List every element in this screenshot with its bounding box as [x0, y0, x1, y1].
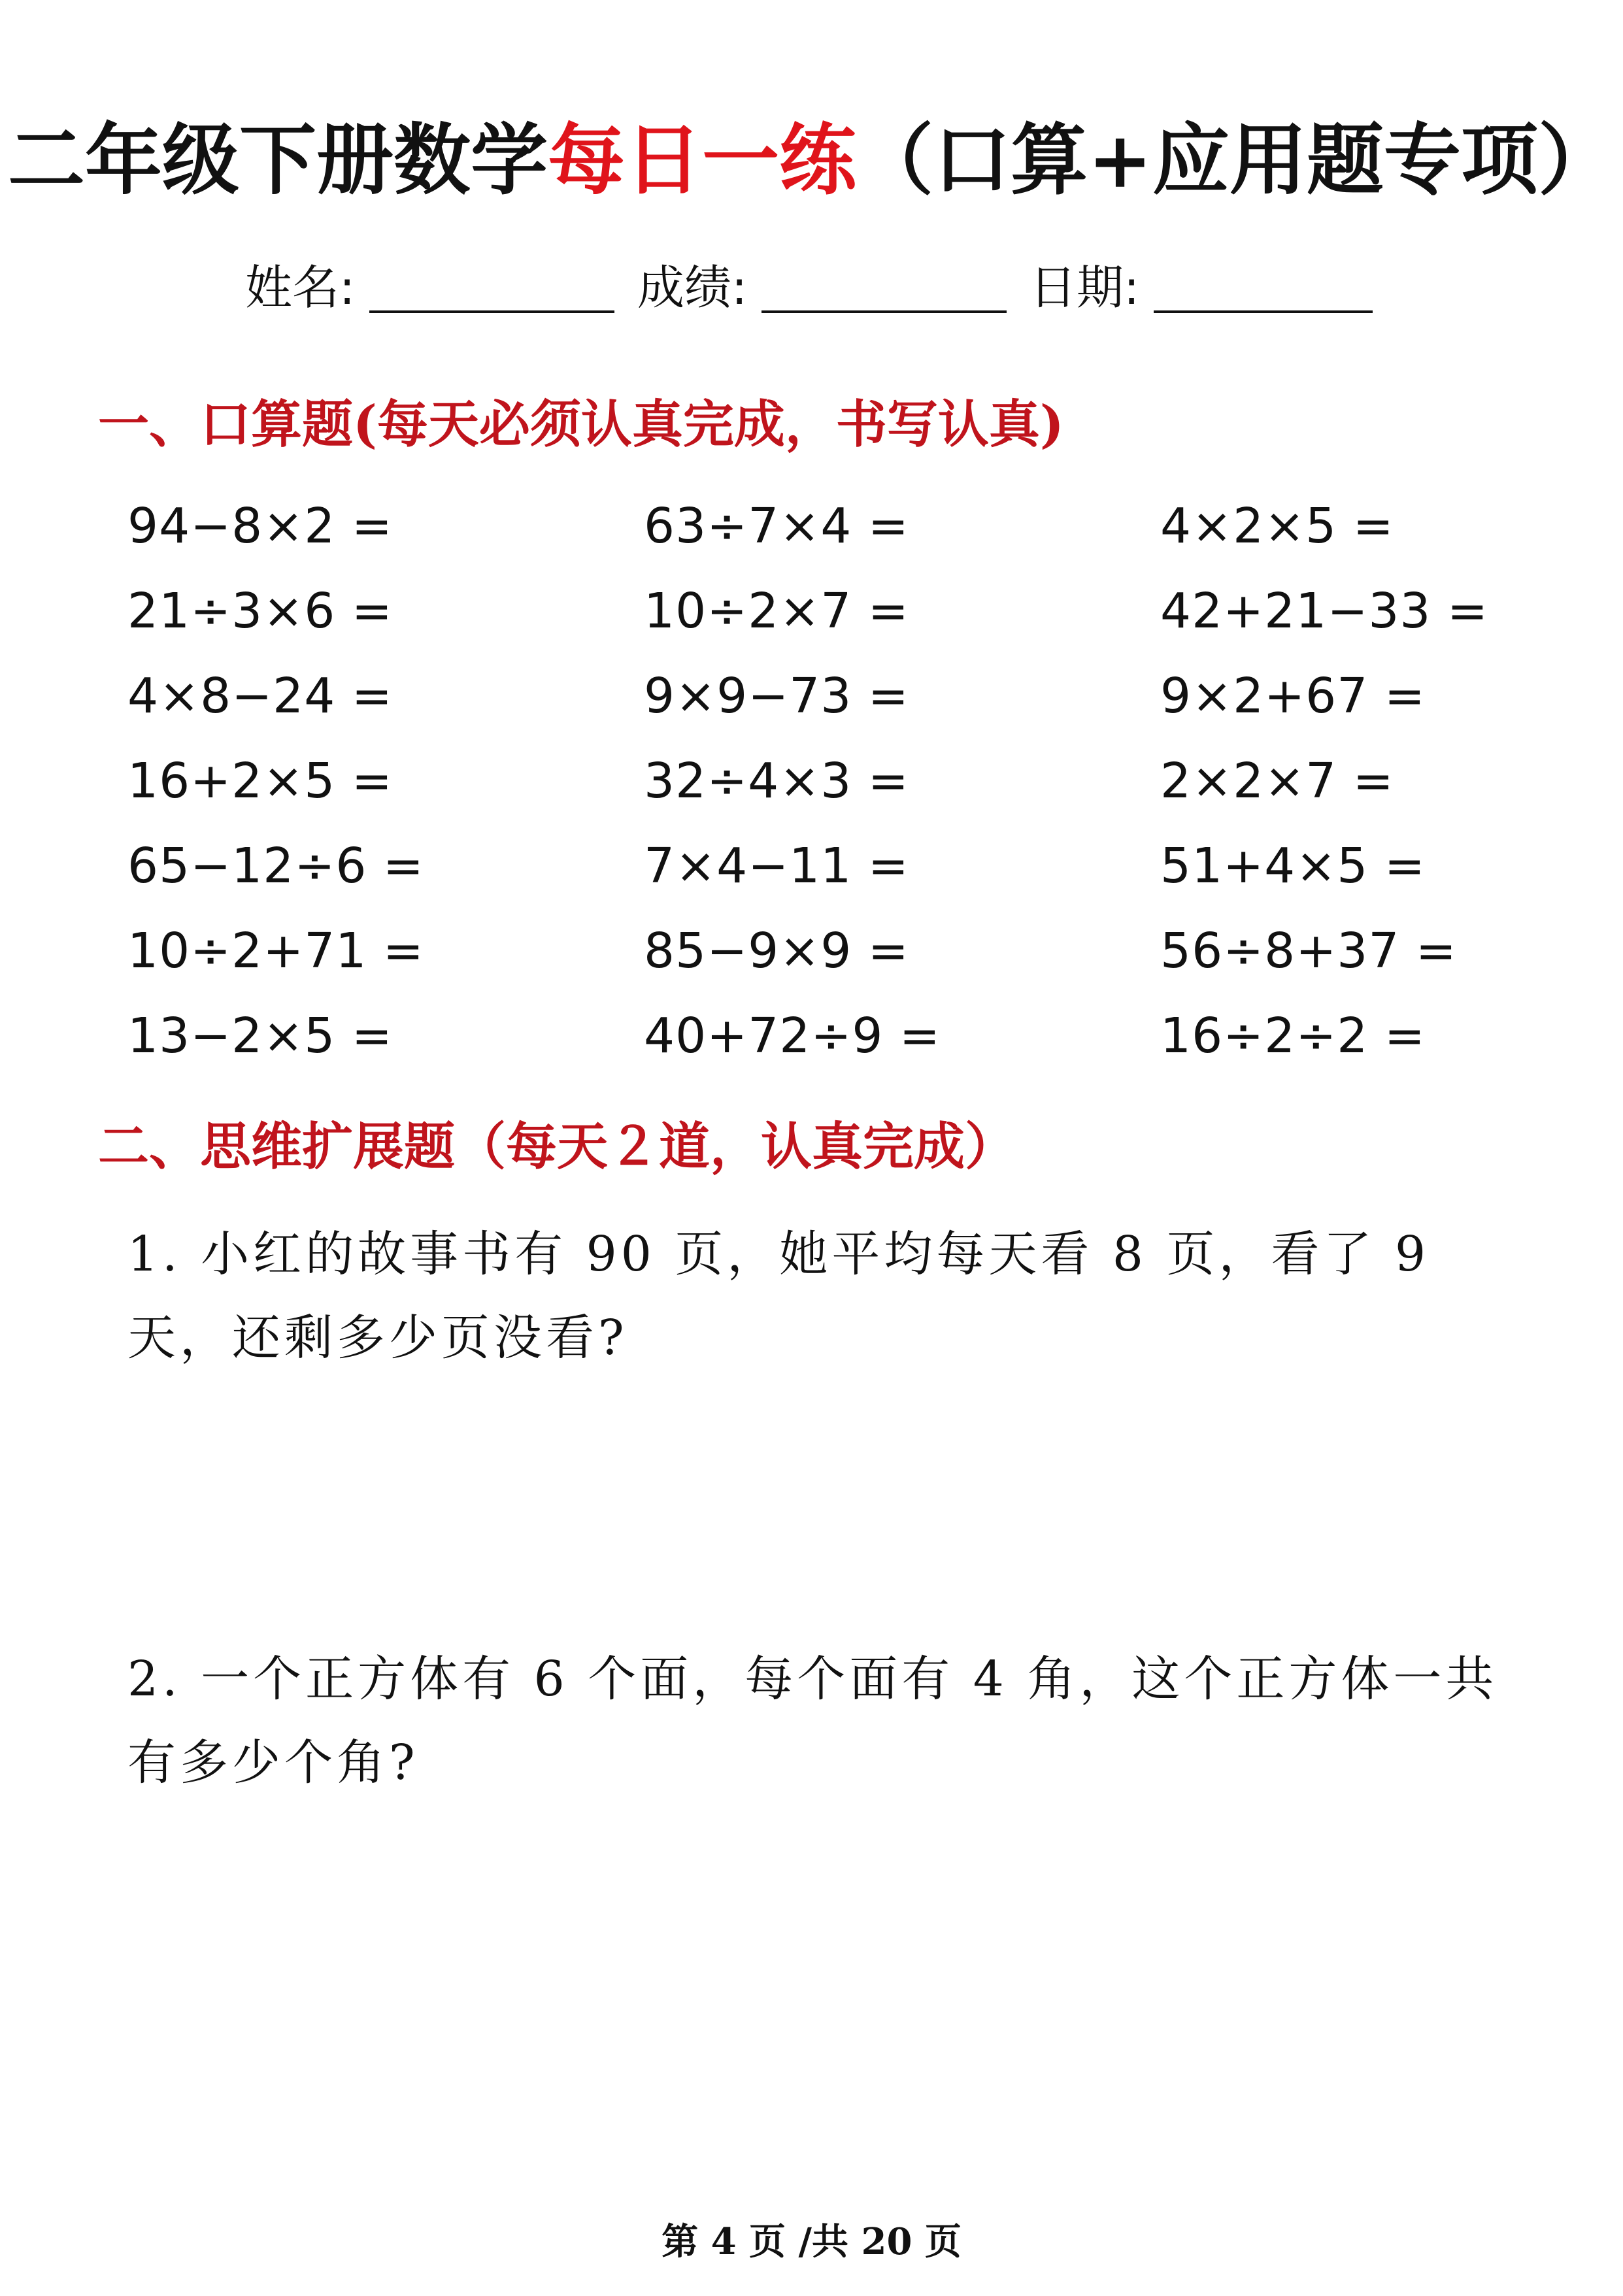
problem-item: 32÷4×3 =	[644, 753, 909, 809]
section-heading-mental-math: 一、口算题(每天必须认真完成，书写认真)	[98, 395, 1064, 454]
title-main: 二年级下册数学	[8, 114, 548, 205]
section-heading-thinking-problems: 二、思维扩展题（每天２道，认真完成）	[98, 1117, 1016, 1176]
title-highlight: 每日一练	[548, 114, 857, 205]
name-blank-line[interactable]	[369, 310, 614, 313]
problem-item: 21÷3×6 =	[127, 583, 393, 639]
problem-item: 4×2×5 =	[1160, 498, 1394, 554]
problem-item: 63÷7×4 =	[644, 498, 909, 554]
problem-item: 9×9−73 =	[644, 668, 909, 724]
problem-item: 10÷2×7 =	[644, 583, 909, 639]
problem-item: 4×8−24 =	[127, 668, 393, 724]
problem-item: 10÷2+71 =	[127, 923, 424, 979]
title-suffix: （口算+应用题专项）	[856, 114, 1615, 205]
word-problem-2: 2. 一个正方体有 6 个面，每个面有 4 角，这个正方体一共有多少个角?	[127, 1651, 1498, 1791]
problem-item: 85−9×9 =	[644, 923, 909, 979]
problem-item: 16+2×5 =	[127, 753, 393, 809]
score-label: 成绩:	[637, 260, 748, 315]
problem-item: 56÷8+37 =	[1160, 923, 1457, 979]
score-blank-line[interactable]	[761, 310, 1007, 313]
page-number-footer: 第 4 页 /共 20 页	[661, 2220, 962, 2263]
problem-item: 94−8×2 =	[127, 498, 393, 554]
student-info-row	[0, 258, 1623, 324]
problem-item: 65−12÷6 =	[127, 838, 424, 894]
name-field[interactable]	[245, 258, 618, 324]
date-blank-line[interactable]	[1154, 310, 1373, 313]
problem-item: 51+4×5 =	[1160, 838, 1426, 894]
problem-item: 9×2+67 =	[1160, 668, 1426, 724]
problem-item: 42+21−33 =	[1160, 583, 1489, 639]
date-field[interactable]	[1029, 258, 1376, 324]
name-label: 姓名:	[245, 260, 356, 315]
score-field[interactable]	[637, 258, 1010, 324]
date-label: 日期:	[1029, 260, 1140, 315]
page-title	[0, 114, 1623, 206]
problem-item: 13−2×5 =	[127, 1008, 393, 1064]
problem-item: 16÷2÷2 =	[1160, 1008, 1426, 1064]
problem-item: 2×2×7 =	[1160, 753, 1394, 809]
word-problem-1: 1. 小红的故事书有 90 页，她平均每天看 8 页，看了 9 天，还剩多少页没看?	[127, 1226, 1430, 1366]
mental-math-grid	[127, 493, 1500, 1095]
problem-item: 40+72÷9 =	[644, 1008, 941, 1064]
problem-item: 7×4−11 =	[644, 838, 909, 894]
